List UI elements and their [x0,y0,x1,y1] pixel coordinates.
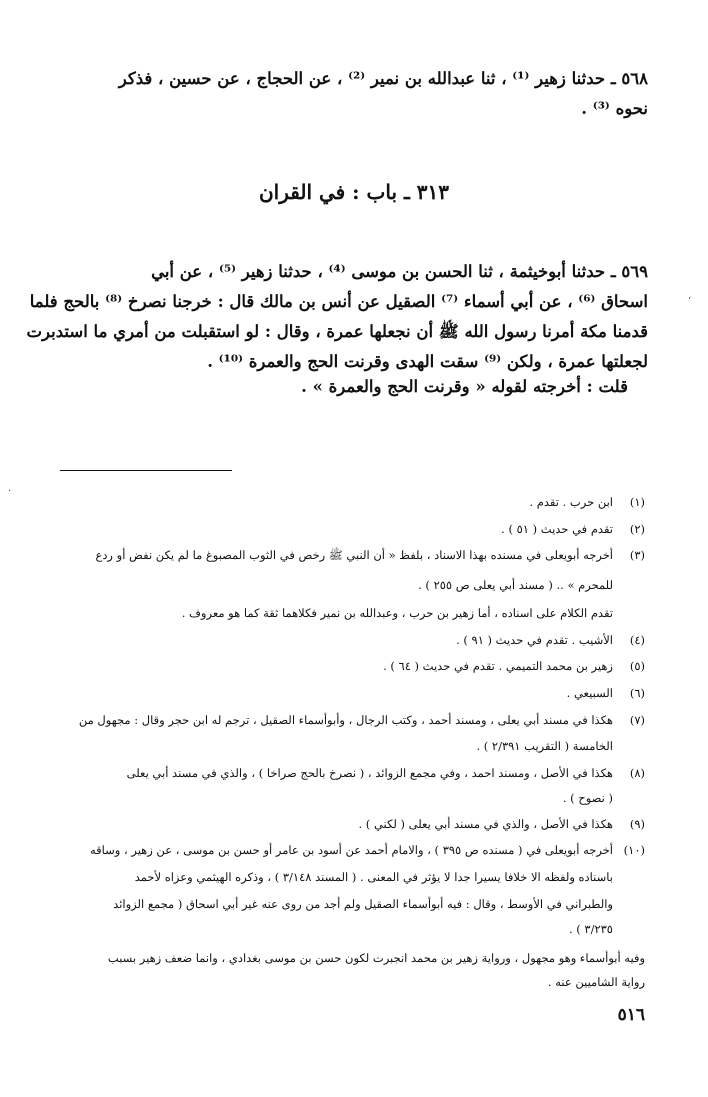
footnote-text: تقدم في حديث ( ٥١ ) . [501,522,613,536]
footnote-6 [58,684,645,702]
footnote-8-cont [58,789,645,807]
footnote-text: الخامسة ( التقريب ٢/٣٩١ ) . [476,739,613,753]
footnote-text: أخرجه أبويعلى في ( مسنده ص ٣٩٥ ) ، والامام أحمد عن أسود بن عامر أو حسن بن موسى ، عن زهير ، وساقه [89,843,613,857]
footnote-number: (٦) [629,686,645,700]
text-line: لجعلتها عمرة ، ولكن ⁽⁹⁾ سقت الهدى وقرنت الحج والعمرة ⁽¹⁰⁾ . [207,352,648,371]
footnote-separator [60,470,232,471]
footnote-text: ( نصوح ) . [562,791,613,805]
footnote-text: أخرجه أبويعلى في مسنده بهذا الاسناد ، بلفظ « أن النبي ﷺ رخص في الثوب المصبوغ ما لم يكن نفض أو ردع [95,548,613,562]
footnote-text: باسناده ولفظه الا خلافا يسيرا جدا لا يؤثر في المعنى . ( المسند ٣/١٤٨ ) ، وذكره الهيثمي وعزاه لأحمد [134,870,613,884]
footnote-3-cont [58,576,645,594]
footnote-number: (١) [629,495,645,509]
footnote-text: ٣/٢٣٥ ) . [568,922,613,936]
footnote-text: هكذا في مسند أبي يعلى ، ومسند أحمد ، وكتب الرجال ، وأبوأسماء الصقيل ، ترجم له ابن حجر وقال : مجهول من [78,713,613,727]
footnote-5 [58,657,645,675]
footnote-7-cont [58,737,645,755]
hadith-569 [26,257,648,377]
footnote-number: (٤) [629,633,645,647]
footnote-text: هكذا في الأصل ، والذي في مسند أبي يعلى ( لكني ) . [358,817,613,831]
footnote-text: تقدم الكلام على اسناده ، أما زهير بن حرب ، وعبدالله بن نمير فكلاهما ثقة كما هو معروف . [181,606,613,620]
footnote-number: (٥) [629,659,645,673]
footnote-text: ابن حرب . تقدم . [529,495,613,509]
footnote-continuation: وفيه أبوأسماء وهو مجهول ، ورواية زهير بن محمد انجبرت لكون حسن بن موسى بغدادي ، وانما ضعف زهير بسبب [107,951,645,965]
page-number: ٥١٦ [617,1005,645,1025]
print-mark: ʻ [688,296,692,307]
footnote-number: (٩) [629,817,645,831]
text-line: نحوه ⁽³⁾ . [581,99,648,118]
footnote-continuation: رواية الشاميين عنه . [547,975,645,989]
footnote-2 [58,520,645,538]
footnote-8 [58,764,645,782]
text-line: اسحاق ⁽⁶⁾ ، عن أبي أسماء ⁽⁷⁾ الصقيل عن أنس بن مالك قال : خرجنا نصرخ ⁽⁸⁾ بالحج فلما [29,292,648,311]
hadith-568 [60,64,648,124]
footnote-text: هكذا في الأصل ، ومسند احمد ، وفي مجمع الزوائد ، ( نصرخ بالحج صراخا ) ، والذي في مسند أبي يعلى [126,766,613,780]
footnote-10-cont [58,895,645,913]
footnote-4 [58,631,645,649]
footnote-10-cont [58,920,645,938]
footnote-10-cont [58,868,645,886]
footnote-10 [58,841,645,859]
footnote-text: زهير بن محمد التميمي . تقدم في حديث ( ٦٤ ) . [383,659,613,673]
footnote-number: (٣) [629,548,645,562]
footnote-text: السبيعي . [566,686,613,700]
text-line: ٥٦٨ ـ حدثنا زهير ⁽¹⁾ ، ثنا عبدالله بن نمير ⁽²⁾ ، عن الحجاج ، عن حسين ، فذكر [118,69,648,88]
chapter-heading: ٣١٣ ـ باب : في القران [258,180,450,204]
footnote-text: والطبراني في الأوسط ، وقال : فيه أبوأسماء الصقيل ولم أجد من روى عنه غير أبي اسحاق ( مجمع الزوائد [113,897,613,911]
print-mark: · [8,486,12,497]
author-note [60,372,628,402]
text-line: ٥٦٩ ـ حدثنا أبوخيثمة ، ثنا الحسن بن موسى ⁽⁴⁾ ، حدثنا زهير ⁽⁵⁾ ، عن أبي [151,262,648,281]
footnote-3-comment [58,604,645,622]
footnote-number: (١٠) [623,843,645,857]
footnote-1 [58,493,645,511]
footnote-number: (٢) [629,522,645,536]
footnote-9 [58,815,645,833]
text-line: قدمنا مكة أمرنا رسول الله ﷺ أن نجعلها عمرة ، وقال : لو استقبلت من أمري ما استدبرت [26,322,648,341]
footnote-number: (٨) [629,766,645,780]
footnote-number: (٧) [629,713,645,727]
footnote-text: الأشيب . تقدم في حديث ( ٩١ ) . [456,633,613,647]
text-line: قلت : أخرجته لقوله « وقرنت الحج والعمرة » . [301,377,628,396]
footnote-3 [58,546,645,564]
footnote-text: للمحرم » .. ( مسند أبي يعلى ص ٢٥٥ ) . [418,578,613,592]
footnote-7 [58,711,645,729]
